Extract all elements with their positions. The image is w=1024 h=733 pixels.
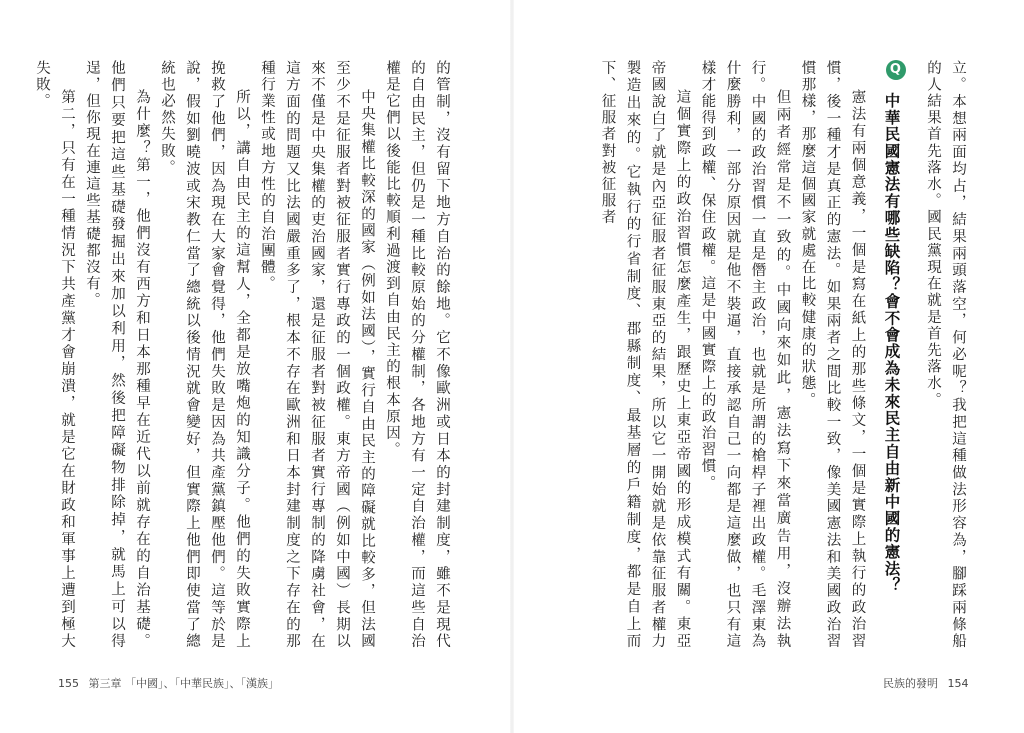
left-footer — [52, 675, 279, 691]
paragraph: 第二，只有在一種情況下共產黨才會崩潰，就是它在財政和軍事上遭到極大失敗。 — [34, 60, 75, 650]
right-page — [570, 60, 970, 660]
left-page — [34, 60, 454, 660]
question-badge-icon: Q — [886, 60, 906, 80]
paragraph: 所以，講自由民主的這幫人，全都是放嘴炮的知識分子。他們的失敗實際上挽救了他們，因為現在大家會覺得，他們失敗是因為共產黨鎮壓他們。這等於是說，假如劉曉波或宋教仁當了總統以後情況就會變好，但實際上他們即使當了總統也必然失敗。 — [159, 60, 250, 650]
right-page-number: 154 — [947, 677, 969, 690]
question-heading — [878, 60, 907, 650]
book-title: 民族的發明 — [883, 677, 938, 690]
paragraph: 為什麼？第一，他們沒有西方和日本那種早在近代以前就存在的自治基礎。他們只要把這些基礎發掘出來加以利用，然後把障礙物排除掉，就馬上可以得逞，但你現在連這些基礎都沒有。 — [84, 60, 150, 650]
paragraph: 的管制，沒有留下地方自治的餘地。它不像歐洲或日本的封建制度，雖不是現代的自由民主，但仍是一種比較原始的分權制，各地方有一定自治權，而這些自治權是它們以後能比較順利過渡到自由民主的根本原因。 — [384, 60, 450, 650]
book-gutter — [510, 0, 514, 733]
right-page-body — [570, 60, 970, 650]
paragraph: 但兩者經常是不一致的。中國向來如此，憲法寫下來當廣告用，沒辦法執行。中國的政治習慣一直是僭主政治，也就是所謂的槍桿子裡出政權。毛澤東為什麼勝利，一部分原因就是他不裝逼，直接承認自己一向都是這麼做，也只有這樣才能得到政權、保住政權。這是中國實際上的政治習慣。 — [699, 60, 791, 650]
paragraph: 中央集權比較深的國家（例如法國），實行自由民主的障礙就比較多，但法國至少不是征服者對被征服者實行專政的一個政權。東方帝國（例如中國）長期以來不僅是中央集權的吏治國家，還是征服者對被征服者實行專制的降虜社會，在這方面的問題又比法國嚴重多了，根本不存在歐洲和日本封建制度之下存在的那種行業性或地方性的自治團體。 — [259, 60, 375, 650]
left-page-number: 155 — [58, 677, 79, 690]
left-page-body — [34, 60, 454, 650]
chapter-title: 第三章 「中國」、「中華民族」、「漢族」 — [88, 677, 279, 690]
paragraph: 這個實際上的政治習慣怎麼產生，跟歷史上東亞帝國的形成模式有關。東亞帝國說白了就是內亞征服者征服東亞的結果，所以它一開始就是依靠征服者權力製造出來的。它執行的行省制度、郡縣制度、最基層的戶籍制度，都是自上而下、征服者對被征服者 — [599, 60, 691, 650]
lead-paragraph: 立。本想兩面均占，結果兩頭落空，何必呢？我把這種做法形容為，腳踩兩條船的人結果首先落水。國民黨現在就是首先落水。 — [925, 60, 966, 650]
question-text: 中華民國憲法有哪些缺陷？會不會成為未來民主自由新中國的憲法？ — [882, 92, 901, 594]
paragraph: 憲法有兩個意義，一個是寫在紙上的那些條文，一個是實際上執行的政治習慣，後一種才是真正的憲法。如果兩者之間比較一致，像美國憲法和美國政治習慣那樣，那麼這個國家就處在比較健康的狀態。 — [799, 60, 866, 650]
right-footer — [883, 675, 975, 691]
